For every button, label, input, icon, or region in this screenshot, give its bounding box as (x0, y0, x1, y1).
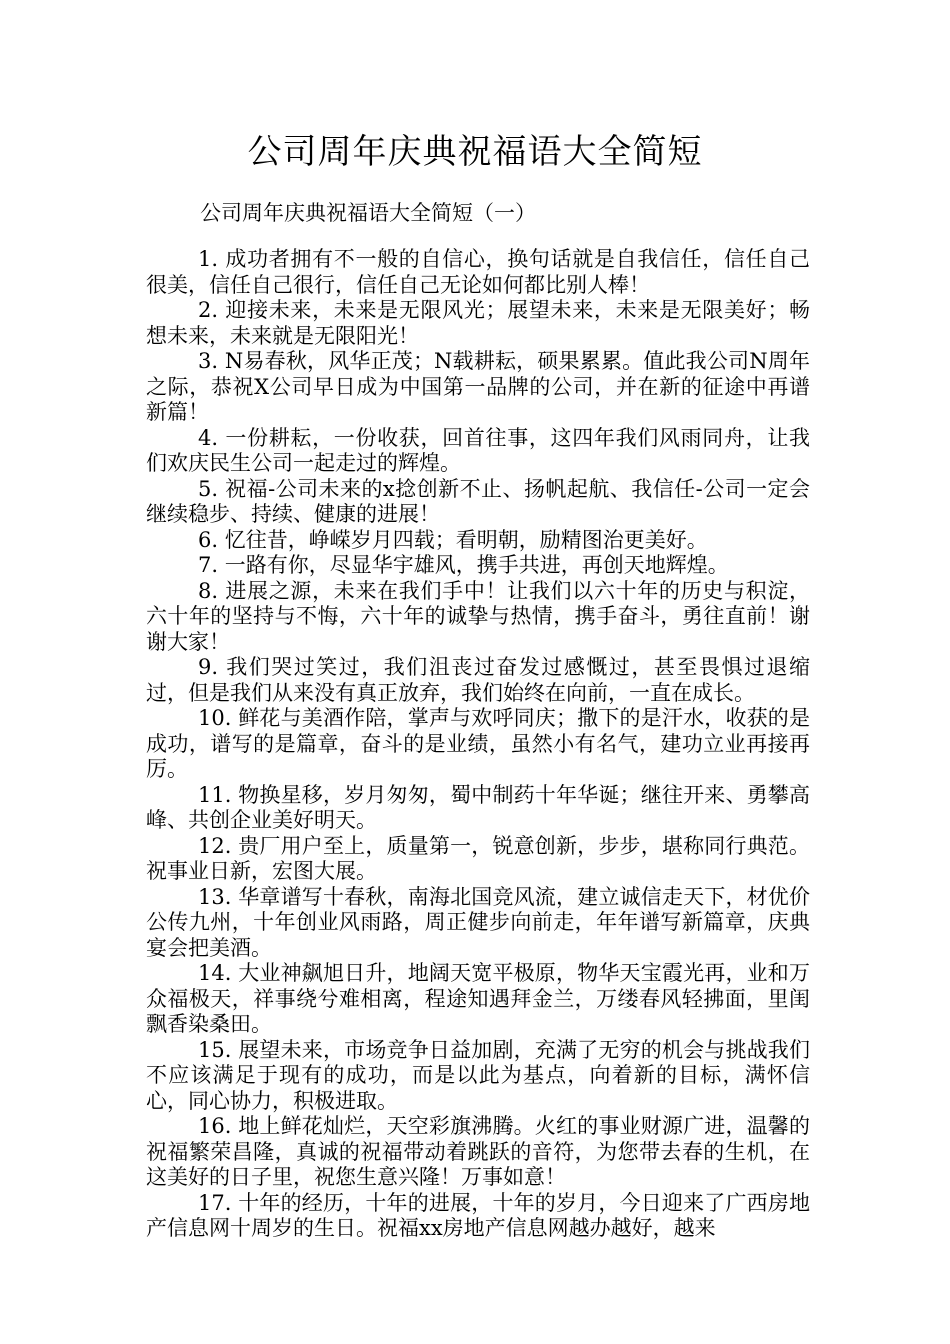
paragraph-7: 7. 一路有你，尽显华宇雄风，携手共进，再创天地辉煌。 (198, 553, 729, 577)
paragraph-12: 12. 贵厂用户至上，质量第一，锐意创新，步步，堪称同行典范。祝事业日新，宏图大展。 (146, 833, 810, 883)
paragraph-5: 5. 祝福-公司未来的x捻创新不止、扬帆起航、我信任-公司一定会继续稳步、持续、健康的进展！ (146, 476, 810, 526)
paragraph-17: 17. 十年的经历，十年的进展，十年的岁月，今日迎来了广西房地产信息网十周岁的生日。祝福xx房地产信息网越办越好，越来 (146, 1190, 810, 1240)
paragraph-6: 6. 忆往昔，峥嵘岁月四载；看明朝，励精图治更美好。 (198, 527, 708, 552)
paragraph-4: 4. 一份耕耘，一份收获，回首往事，这四年我们风雨同舟，让我们欢庆民生公司一起走过的辉煌。 (146, 425, 810, 475)
paragraph-2: 2. 迎接未来，未来是无限风光；展望未来，未来是无限美好；畅想未来，未来就是无限阳光！ (146, 298, 810, 348)
document-title: 公司周年庆典祝福语大全简短 (247, 132, 703, 172)
paragraph-8: 8. 进展之源，未来在我们手中！让我们以六十年的历史与积淀，六十年的坚持与不悔，六十年的诚挚与热情，携手奋斗，勇往直前！谢谢大家！ (146, 578, 810, 654)
paragraph-1: 1. 成功者拥有不一般的自信心，换句话就是自我信任，信任自己很美，信任自己很行，信任自己无论如何都比别人棒！ (146, 247, 810, 297)
section-subtitle: 公司周年庆典祝福语大全简短（一） (200, 201, 536, 225)
paragraph-15: 15. 展望未来，市场竞争日益加剧，充满了无穷的机会与挑战我们不应该满足于现有的成功，而是以此为基点，向着新的目标，满怀信心，同心协力，积极进取。 (146, 1037, 810, 1113)
paragraph-10: 10. 鲜花与美酒作陪，掌声与欢呼同庆；撒下的是汗水，收获的是成功，谱写的是篇章，奋斗的是业绩，虽然小有名气，建功立业再接再厉。 (146, 706, 810, 781)
paragraph-16: 16. 地上鲜花灿烂，天空彩旗沸腾。火红的事业财源广进，温馨的祝福繁荣昌隆，真诚的祝福带动着跳跃的音符，为您带去春的生机，在这美好的日子里，祝您生意兴隆！万事如意！ (146, 1114, 810, 1189)
paragraph-11: 11. 物换星移，岁月匆匆，蜀中制药十年华诞；继往开来、勇攀高峰、共创企业美好明天。 (146, 782, 810, 832)
paragraph-3: 3. N易春秋，风华正茂；N载耕耘，硕果累累。值此我公司N周年之际，恭祝X公司早日成为中国第一品牌的公司，并在新的征途中再谱新篇！ (146, 349, 810, 424)
paragraph-13: 13. 华章谱写十春秋，南海北国竞风流，建立诚信走天下，材优价公传九州，十年创业风雨路，周正健步向前走，年年谱写新篇章，庆典宴会把美酒。 (146, 884, 810, 960)
document-body (146, 247, 810, 1242)
paragraph-14: 14. 大业神飙旭日升，地阔天宽平极原，物华天宝霞光再，业和万众福极天，祥事绕兮难相离，程途知遇拜金兰，万缕春风轻拂面，里闺飘香染桑田。 (146, 961, 810, 1036)
paragraph-9: 9. 我们哭过笑过，我们沮丧过奋发过感慨过，甚至畏惧过退缩过，但是我们从来没有真正放弃，我们始终在向前，一直在成长。 (146, 655, 810, 705)
